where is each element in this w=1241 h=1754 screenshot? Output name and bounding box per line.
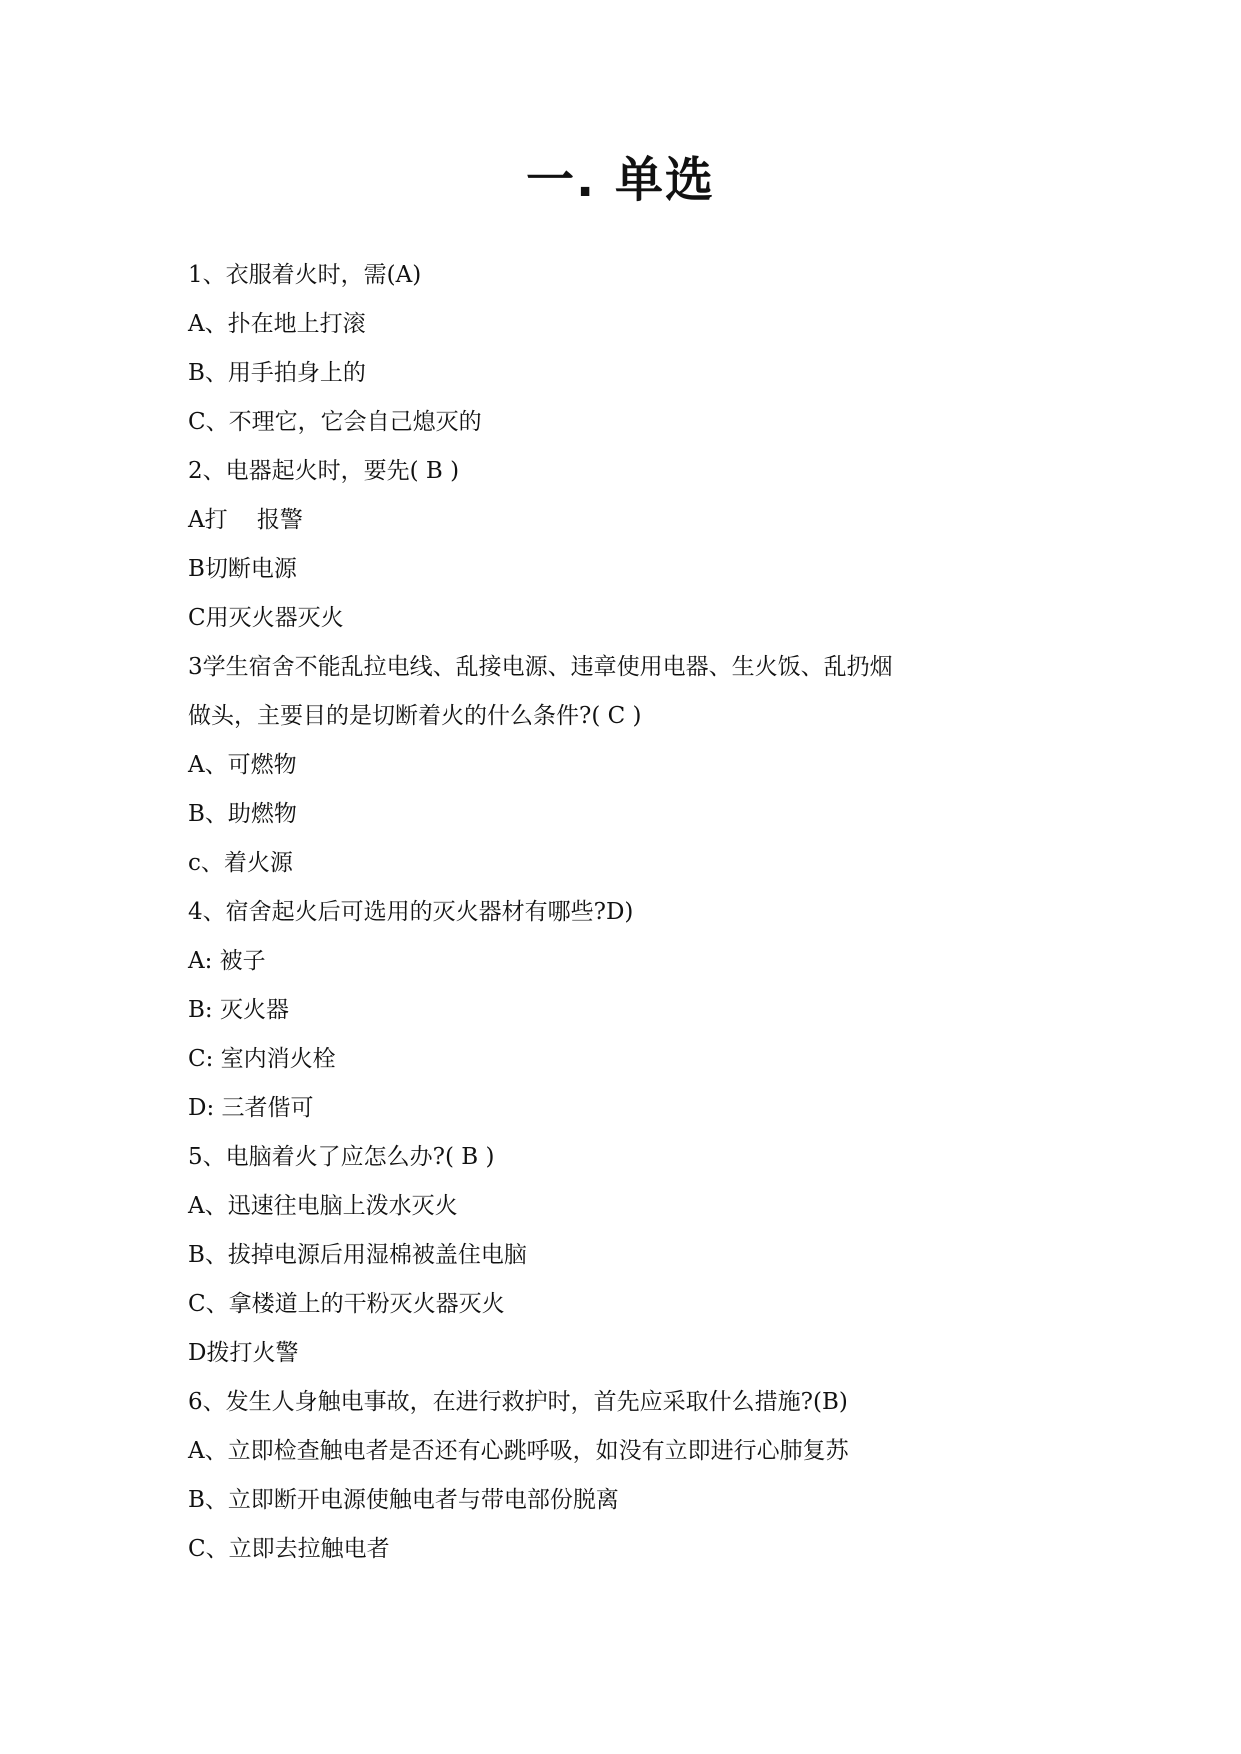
option-6a: A、立即检查触电者是否还有心跳呼吸，如没有立即进行心肺复苏: [188, 1438, 849, 1464]
question-3-line-2: 做头，主要目的是切断着火的什么条件?( C ): [188, 703, 642, 729]
question-3-line-1: 3学生宿舍不能乱拉电线、乱接电源、违章使用电器、生火饭、乱扔烟: [188, 654, 893, 680]
section-title: 一. 单选: [526, 152, 715, 208]
question-6: 6、发生人身触电事故，在进行救护时，首先应采取什么措施?(B): [188, 1389, 848, 1415]
option-1a: A、扑在地上打滚: [188, 311, 366, 337]
option-1c: C、不理它，它会自己熄灭的: [188, 409, 482, 435]
option-1b: B、用手拍身上的: [188, 360, 366, 386]
option-4b: B: 灭火器: [188, 997, 289, 1023]
option-2c: C用灭火器灭火: [188, 605, 344, 631]
option-3b: B、助燃物: [188, 801, 297, 827]
option-4c: C: 室内消火栓: [188, 1046, 336, 1072]
question-2: 2、电器起火时，要先( B ): [188, 458, 460, 484]
question-5: 5、电脑着火了应怎么办?( B ): [188, 1144, 495, 1170]
option-2a: A打 报警: [188, 507, 303, 533]
question-1: 1、衣服着火时，需(A): [188, 262, 422, 288]
option-5d: D拨打火警: [188, 1340, 299, 1366]
option-4a: A: 被子: [188, 948, 266, 974]
option-6b: B、立即断开电源使触电者与带电部份脱离: [188, 1487, 619, 1513]
option-5a: A、迅速往电脑上泼水灭火: [188, 1193, 458, 1219]
option-2b: B切断电源: [188, 556, 297, 582]
option-5b: B、拔掉电源后用湿棉被盖住电脑: [188, 1242, 527, 1268]
option-6c: C、立即去拉触电者: [188, 1536, 390, 1562]
question-4: 4、宿舍起火后可选用的灭火器材有哪些?D): [188, 899, 634, 925]
option-4d: D: 三者偕可: [188, 1095, 314, 1121]
option-5c: C、拿楼道上的干粉灭火器灭火: [188, 1291, 505, 1317]
option-3c: c、着火源: [188, 850, 293, 876]
option-3a: A、可燃物: [188, 752, 297, 778]
question-list: [188, 258, 1088, 1581]
